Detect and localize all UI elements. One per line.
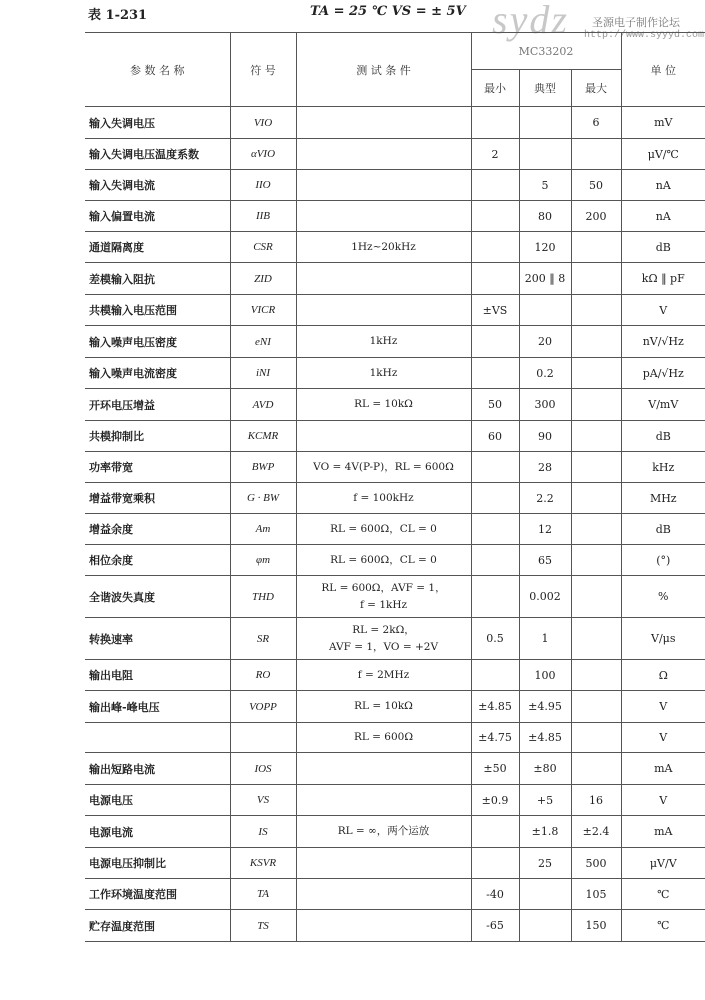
condition-cell: 1Hz~20kHz xyxy=(296,232,471,263)
max-cell xyxy=(571,263,621,295)
min-cell: 50 xyxy=(471,389,519,421)
min-cell: -40 xyxy=(471,879,519,910)
max-cell xyxy=(571,326,621,358)
condition-cell: RL = 600Ω，AVF = 1， f = 1kHz xyxy=(296,576,471,618)
table-row xyxy=(85,139,705,170)
symbol-cell: BWP xyxy=(230,452,296,483)
typ-cell xyxy=(519,879,571,910)
param-cell: 功率带宽 xyxy=(85,452,230,483)
test-conditions-header: TA = 25 ℃ VS = ± 5V xyxy=(310,4,466,19)
max-cell xyxy=(571,691,621,723)
min-cell: 60 xyxy=(471,421,519,452)
symbol-cell: eNI xyxy=(230,326,296,358)
typ-cell: 28 xyxy=(519,452,571,483)
param-cell: 输入噪声电流密度 xyxy=(85,358,230,389)
param-cell: 差模输入阻抗 xyxy=(85,263,230,295)
max-cell: ±2.4 xyxy=(571,816,621,848)
unit-cell: V xyxy=(621,691,705,723)
max-cell: 6 xyxy=(571,107,621,139)
spec-table xyxy=(85,32,705,942)
unit-cell: V xyxy=(621,785,705,816)
condition-cell xyxy=(296,201,471,232)
symbol-cell: VOPP xyxy=(230,691,296,723)
table-row xyxy=(85,263,705,295)
min-cell: ±4.85 xyxy=(471,691,519,723)
max-cell xyxy=(571,421,621,452)
unit-cell: Ω xyxy=(621,660,705,691)
symbol-cell: THD xyxy=(230,576,296,618)
param-cell: 相位余度 xyxy=(85,545,230,576)
table-row xyxy=(85,879,705,910)
min-cell xyxy=(471,452,519,483)
table-row xyxy=(85,295,705,326)
min-cell: 2 xyxy=(471,139,519,170)
max-cell: 16 xyxy=(571,785,621,816)
param-cell: 电源电压抑制比 xyxy=(85,848,230,879)
condition-cell: RL = ∞，两个运放 xyxy=(296,816,471,848)
symbol-cell: VICR xyxy=(230,295,296,326)
unit-cell: (°) xyxy=(621,545,705,576)
typ-cell xyxy=(519,139,571,170)
param-cell: 转换速率 xyxy=(85,618,230,660)
param-cell: 工作环境温度范围 xyxy=(85,879,230,910)
condition-cell xyxy=(296,263,471,295)
symbol-cell: AVD xyxy=(230,389,296,421)
symbol-cell: VIO xyxy=(230,107,296,139)
col-condition: 测 试 条 件 xyxy=(296,33,471,107)
table-row xyxy=(85,452,705,483)
unit-cell: V xyxy=(621,295,705,326)
symbol-cell: SR xyxy=(230,618,296,660)
param-cell: 共模输入电压范围 xyxy=(85,295,230,326)
max-cell xyxy=(571,576,621,618)
max-cell xyxy=(571,452,621,483)
symbol-cell: VS xyxy=(230,785,296,816)
min-cell xyxy=(471,483,519,514)
table-number: 表 1-231 xyxy=(88,8,148,23)
condition-cell: f = 100kHz xyxy=(296,483,471,514)
table-row xyxy=(85,107,705,139)
typ-cell: 12 xyxy=(519,514,571,545)
param-cell: 通道隔离度 xyxy=(85,232,230,263)
min-cell xyxy=(471,201,519,232)
param-cell: 输出峰-峰电压 xyxy=(85,691,230,723)
typ-cell: 120 xyxy=(519,232,571,263)
condition-cell xyxy=(296,421,471,452)
table-row xyxy=(85,232,705,263)
condition-cell xyxy=(296,139,471,170)
symbol-cell: αVIO xyxy=(230,139,296,170)
typ-cell: 25 xyxy=(519,848,571,879)
table-row xyxy=(85,576,705,618)
typ-cell: 90 xyxy=(519,421,571,452)
table-row xyxy=(85,170,705,201)
max-cell: 50 xyxy=(571,170,621,201)
typ-cell: 20 xyxy=(519,326,571,358)
condition-cell: RL = 600Ω，CL = 0 xyxy=(296,545,471,576)
table-row xyxy=(85,545,705,576)
condition-cell xyxy=(296,295,471,326)
condition-cell xyxy=(296,848,471,879)
min-cell xyxy=(471,232,519,263)
param-cell: 增益余度 xyxy=(85,514,230,545)
symbol-cell xyxy=(230,723,296,753)
col-unit: 单 位 xyxy=(621,33,705,107)
unit-cell: dB xyxy=(621,232,705,263)
col-symbol: 符 号 xyxy=(230,33,296,107)
max-cell: 500 xyxy=(571,848,621,879)
max-cell xyxy=(571,723,621,753)
col-device: MC33202 xyxy=(471,33,621,70)
symbol-cell: IS xyxy=(230,816,296,848)
max-cell xyxy=(571,232,621,263)
param-cell: 输入噪声电压密度 xyxy=(85,326,230,358)
unit-cell: mV xyxy=(621,107,705,139)
param-cell: 输入失调电压 xyxy=(85,107,230,139)
min-cell xyxy=(471,514,519,545)
table-row xyxy=(85,723,705,753)
max-cell: 150 xyxy=(571,910,621,942)
typ-cell xyxy=(519,107,571,139)
typ-cell: 65 xyxy=(519,545,571,576)
condition-cell xyxy=(296,910,471,942)
param-cell: 输出短路电流 xyxy=(85,753,230,785)
param-cell: 输出电阻 xyxy=(85,660,230,691)
symbol-cell: TA xyxy=(230,879,296,910)
min-cell xyxy=(471,326,519,358)
symbol-cell: G · BW xyxy=(230,483,296,514)
col-max: 最大 xyxy=(571,70,621,107)
condition-cell xyxy=(296,879,471,910)
symbol-cell: IIO xyxy=(230,170,296,201)
symbol-cell: iNI xyxy=(230,358,296,389)
symbol-cell: KCMR xyxy=(230,421,296,452)
typ-cell: ±1.8 xyxy=(519,816,571,848)
max-cell xyxy=(571,139,621,170)
condition-cell: RL = 2kΩ， AVF = 1，VO = +2V xyxy=(296,618,471,660)
condition-cell xyxy=(296,107,471,139)
symbol-cell: φm xyxy=(230,545,296,576)
unit-cell: % xyxy=(621,576,705,618)
symbol-cell: CSR xyxy=(230,232,296,263)
typ-cell xyxy=(519,295,571,326)
typ-cell: 80 xyxy=(519,201,571,232)
condition-cell: 1kHz xyxy=(296,326,471,358)
param-cell: 增益带宽乘积 xyxy=(85,483,230,514)
max-cell: 200 xyxy=(571,201,621,232)
symbol-cell: KSVR xyxy=(230,848,296,879)
param-cell: 贮存温度范围 xyxy=(85,910,230,942)
min-cell: ±0.9 xyxy=(471,785,519,816)
typ-cell: 2.2 xyxy=(519,483,571,514)
condition-cell: RL = 10kΩ xyxy=(296,389,471,421)
typ-cell: 300 xyxy=(519,389,571,421)
col-typ: 典型 xyxy=(519,70,571,107)
condition-cell xyxy=(296,785,471,816)
condition-cell: RL = 600Ω，CL = 0 xyxy=(296,514,471,545)
col-min: 最小 xyxy=(471,70,519,107)
min-cell: ±VS xyxy=(471,295,519,326)
table-row xyxy=(85,326,705,358)
max-cell xyxy=(571,483,621,514)
unit-cell: mA xyxy=(621,816,705,848)
unit-cell: kHz xyxy=(621,452,705,483)
col-param: 参 数 名 称 xyxy=(85,33,230,107)
unit-cell: ℃ xyxy=(621,879,705,910)
condition-cell: f = 2MHz xyxy=(296,660,471,691)
typ-cell xyxy=(519,910,571,942)
typ-cell: 0.002 xyxy=(519,576,571,618)
max-cell xyxy=(571,545,621,576)
unit-cell: kΩ ‖ pF xyxy=(621,263,705,295)
table-body xyxy=(85,107,705,942)
watermark-logo: sydz xyxy=(492,0,569,42)
table-row xyxy=(85,389,705,421)
unit-cell: dB xyxy=(621,421,705,452)
max-cell xyxy=(571,660,621,691)
param-cell xyxy=(85,723,230,753)
min-cell xyxy=(471,358,519,389)
unit-cell: dB xyxy=(621,514,705,545)
condition-cell: VO = 4V(P-P)，RL = 600Ω xyxy=(296,452,471,483)
param-cell: 输入失调电压温度系数 xyxy=(85,139,230,170)
param-cell: 电源电压 xyxy=(85,785,230,816)
unit-cell: nV/√Hz xyxy=(621,326,705,358)
min-cell xyxy=(471,107,519,139)
watermark-url: http://www.syyyd.com xyxy=(584,30,705,41)
table-row xyxy=(85,785,705,816)
min-cell xyxy=(471,170,519,201)
max-cell xyxy=(571,358,621,389)
min-cell: -65 xyxy=(471,910,519,942)
table-row xyxy=(85,421,705,452)
watermark-cn: 圣源电子制作论坛 xyxy=(592,16,680,29)
typ-cell: 5 xyxy=(519,170,571,201)
param-cell: 开环电压增益 xyxy=(85,389,230,421)
unit-cell: ℃ xyxy=(621,910,705,942)
table-row xyxy=(85,910,705,942)
symbol-cell: Am xyxy=(230,514,296,545)
table-row xyxy=(85,816,705,848)
table-row xyxy=(85,660,705,691)
table-row xyxy=(85,201,705,232)
table-row xyxy=(85,483,705,514)
min-cell xyxy=(471,545,519,576)
table-row xyxy=(85,618,705,660)
symbol-cell: ZID xyxy=(230,263,296,295)
table-row xyxy=(85,848,705,879)
param-cell: 输入失调电流 xyxy=(85,170,230,201)
max-cell xyxy=(571,389,621,421)
max-cell xyxy=(571,618,621,660)
min-cell xyxy=(471,263,519,295)
param-cell: 全谐波失真度 xyxy=(85,576,230,618)
param-cell: 输入偏置电流 xyxy=(85,201,230,232)
symbol-cell: RO xyxy=(230,660,296,691)
unit-cell: V/μs xyxy=(621,618,705,660)
typ-cell: +5 xyxy=(519,785,571,816)
max-cell xyxy=(571,514,621,545)
unit-cell: V xyxy=(621,723,705,753)
symbol-cell: TS xyxy=(230,910,296,942)
param-cell: 共模抑制比 xyxy=(85,421,230,452)
unit-cell: nA xyxy=(621,201,705,232)
min-cell xyxy=(471,848,519,879)
unit-cell: nA xyxy=(621,170,705,201)
unit-cell: MHz xyxy=(621,483,705,514)
min-cell: ±4.75 xyxy=(471,723,519,753)
min-cell: ±50 xyxy=(471,753,519,785)
typ-cell: ±4.85 xyxy=(519,723,571,753)
typ-cell: 200 ‖ 8 xyxy=(519,263,571,295)
symbol-cell: IIB xyxy=(230,201,296,232)
condition-cell xyxy=(296,753,471,785)
param-cell: 电源电流 xyxy=(85,816,230,848)
condition-cell xyxy=(296,170,471,201)
condition-cell: RL = 10kΩ xyxy=(296,691,471,723)
typ-cell: 0.2 xyxy=(519,358,571,389)
max-cell xyxy=(571,753,621,785)
min-cell xyxy=(471,660,519,691)
symbol-cell: IOS xyxy=(230,753,296,785)
unit-cell: V/mV xyxy=(621,389,705,421)
condition-cell: 1kHz xyxy=(296,358,471,389)
condition-cell: RL = 600Ω xyxy=(296,723,471,753)
typ-cell: 100 xyxy=(519,660,571,691)
unit-cell: μV/℃ xyxy=(621,139,705,170)
max-cell: 105 xyxy=(571,879,621,910)
min-cell xyxy=(471,576,519,618)
table-row xyxy=(85,358,705,389)
unit-cell: mA xyxy=(621,753,705,785)
min-cell: 0.5 xyxy=(471,618,519,660)
typ-cell: ±80 xyxy=(519,753,571,785)
table-row xyxy=(85,691,705,723)
typ-cell: ±4.95 xyxy=(519,691,571,723)
max-cell xyxy=(571,295,621,326)
unit-cell: pA/√Hz xyxy=(621,358,705,389)
min-cell xyxy=(471,816,519,848)
typ-cell: 1 xyxy=(519,618,571,660)
table-row xyxy=(85,753,705,785)
table-row xyxy=(85,514,705,545)
unit-cell: μV/V xyxy=(621,848,705,879)
